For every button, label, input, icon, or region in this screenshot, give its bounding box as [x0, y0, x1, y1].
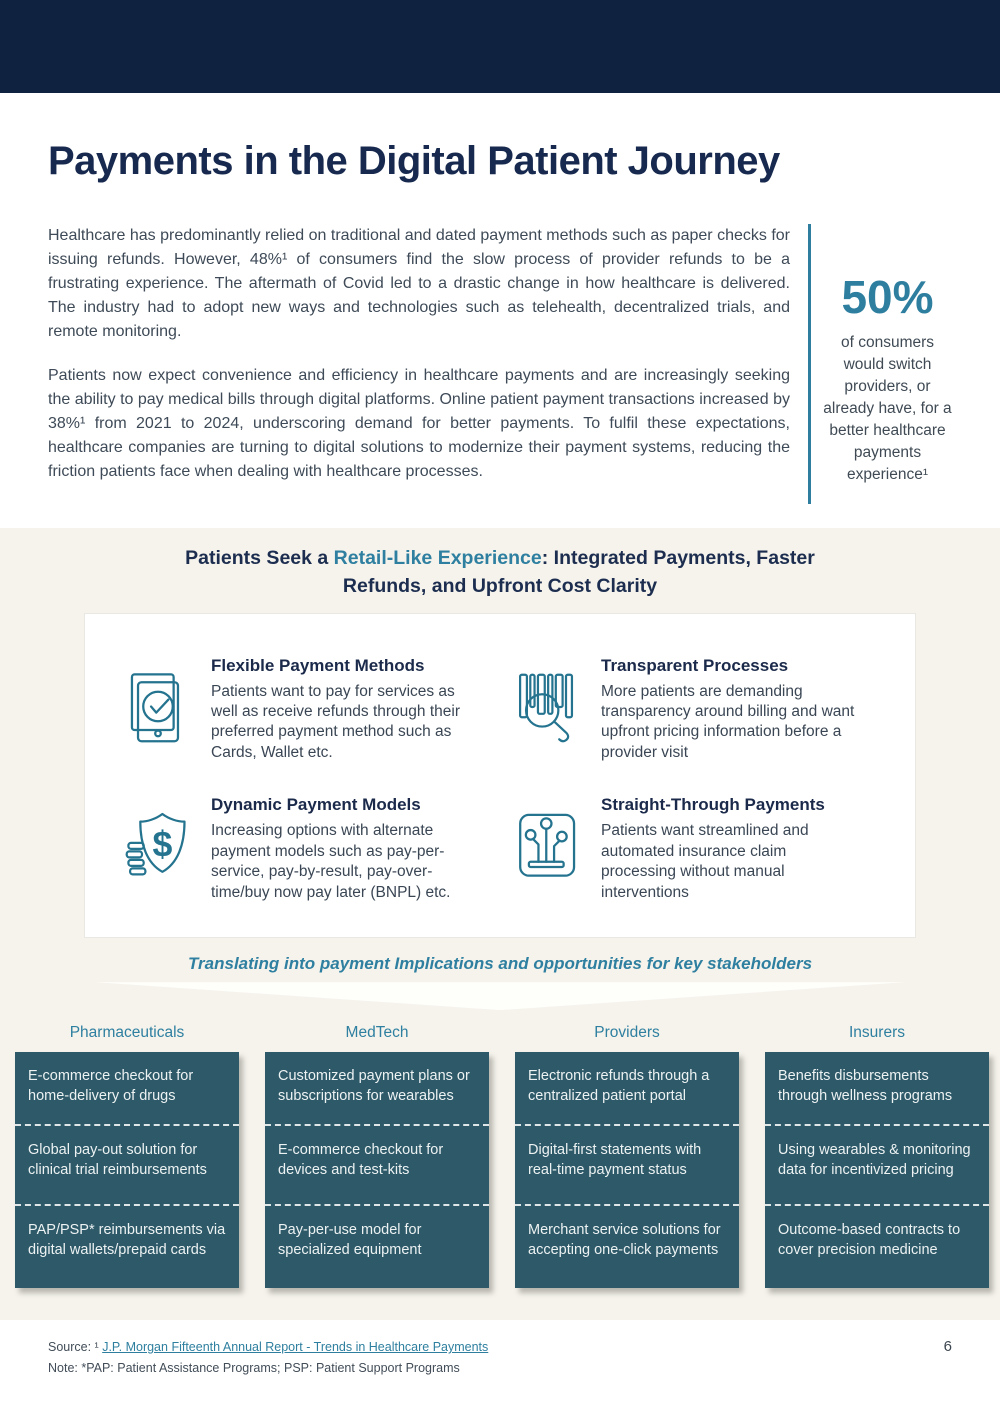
stat-description: of consumers would switch providers, or already have, for a better healthcare payments experience¹	[823, 334, 952, 483]
stakeholder-item: E-commerce checkout for devices and test-kits	[265, 1124, 489, 1204]
feature-text: Patients want streamlined and automated insurance claim processing without manual interventions	[601, 822, 809, 901]
feature-body	[601, 656, 863, 764]
note-line: Note: *PAP: Patient Assistance Programs; PSP: Patient Support Programs	[48, 1361, 460, 1376]
feature-straight-through-payments	[515, 795, 905, 903]
intro-paragraphs	[48, 224, 790, 504]
stakeholder-box-medtech	[265, 1052, 489, 1288]
section-heading-highlight: Retail-Like Experience	[333, 547, 542, 569]
stakeholder-item: PAP/PSP* reimbursements via digital wallets/prepaid cards	[15, 1204, 239, 1288]
feature-transparent-processes	[515, 656, 905, 764]
stakeholder-item: E-commerce checkout for home-delivery of drugs	[28, 1068, 194, 1104]
source-label: Source: ¹	[48, 1340, 103, 1355]
tablet-check-icon	[125, 656, 199, 764]
page-title: Payments in the Digital Patient Journey	[48, 139, 780, 183]
feature-text: More patients are demanding transparency around billing and want upfront pricing information before a provider visit	[601, 682, 855, 761]
feature-flexible-payment-methods	[125, 656, 515, 764]
section-heading-prefix: Patients Seek a	[185, 547, 334, 569]
chevron-down-shape	[95, 982, 905, 1010]
page-number: 6	[943, 1338, 952, 1356]
stakeholder-banner: Translating into payment Implications and opportunities for key stakeholders	[187, 954, 813, 974]
circuit-icon	[515, 795, 589, 903]
svg-text:$: $	[152, 824, 173, 865]
features-card	[84, 613, 916, 939]
stakeholder-item: Customized payment plans or subscriptions for wearables	[278, 1068, 470, 1104]
stakeholder-item: Pay-per-use model for specialized equipment	[265, 1204, 489, 1288]
source-line	[48, 1340, 952, 1354]
feature-text: Patients want to pay for services as well as receive refunds through their preferred payment method such as Cards, Wallet etc.	[211, 682, 460, 761]
feature-title: Transparent Processes	[601, 655, 789, 675]
feature-body	[601, 795, 863, 903]
intro-paragraph-2: Patients now expect convenience and efficiency in healthcare payments and are increasingly seeking the ability to pay medical bills through digital platforms. Online patient payment transactions increased by 38%¹ from 2021 to 2024, underscoring demand for better payments. To fulfil these expectations, healthcare companies are turning to digital solutions to modernize their payment systems, reducing the friction patients face when dealing with healthcare processes.	[48, 367, 790, 480]
column-header-pharmaceuticals: Pharmaceuticals	[69, 1024, 185, 1042]
stakeholders-section	[0, 1024, 1000, 1288]
shield-dollar-icon	[125, 795, 199, 903]
section-heading-suffix: : Integrated Payments, Faster Refunds, and Upfront Cost Clarity	[342, 547, 815, 598]
feature-title: Flexible Payment Methods	[211, 655, 425, 675]
stakeholder-boxes	[15, 1052, 989, 1288]
stakeholder-item: Merchant service solutions for accepting one-click payments	[515, 1204, 739, 1288]
column-header-providers: Providers	[594, 1024, 660, 1042]
stakeholder-headers	[15, 1024, 989, 1052]
stakeholder-item: Benefits disbursements through wellness programs	[778, 1068, 953, 1104]
stakeholder-item: Digital-first statements with real-time payment status	[515, 1124, 739, 1204]
stat-value: 50%	[841, 271, 934, 323]
barcode-magnifier-icon	[515, 656, 589, 764]
feature-title: Straight-Through Payments	[601, 795, 825, 815]
stakeholder-box-providers	[515, 1052, 739, 1288]
stat-callout	[808, 224, 952, 504]
feature-body	[211, 656, 473, 764]
feature-text: Increasing options with alternate payment models such as pay-per-service, pay-by-result, pay-over-time/buy now pay later (BNPL) etc.	[211, 822, 451, 901]
stakeholder-item: Electronic refunds through a centralized patient portal	[528, 1068, 710, 1104]
stakeholder-item: Using wearables & monitoring data for incentivized pricing	[765, 1124, 989, 1204]
stakeholder-item: Global pay-out solution for clinical trial reimbursements	[15, 1124, 239, 1204]
stakeholder-box-insurers	[765, 1052, 989, 1288]
feature-dynamic-payment-models	[125, 795, 515, 903]
source-report-link[interactable]: J.P. Morgan Fifteenth Annual Report - Trends in Healthcare Payments	[102, 1340, 489, 1355]
intro-section	[48, 224, 952, 504]
stakeholder-item: Outcome-based contracts to cover precision medicine	[765, 1204, 989, 1288]
experience-section	[0, 528, 1000, 1320]
top-header-bar	[0, 0, 1000, 93]
column-header-insurers: Insurers	[849, 1024, 905, 1042]
feature-title: Dynamic Payment Models	[211, 795, 421, 815]
stakeholder-box-pharmaceuticals	[15, 1052, 239, 1288]
intro-paragraph-1: Healthcare has predominantly relied on traditional and dated payment methods such as paper checks for issuing refunds. However, 48%¹ of consumers find the slow process of provider refunds to be a frustrating experience. The aftermath of Covid led to a drastic change in how healthcare is delivered. The industry had to adopt new ways and technologies such as telehealth, decentralized trials, and remote monitoring.	[48, 227, 790, 340]
column-header-medtech: MedTech	[345, 1024, 409, 1042]
feature-body	[211, 795, 473, 903]
page-footer	[48, 1340, 952, 1375]
section-heading	[150, 544, 850, 601]
